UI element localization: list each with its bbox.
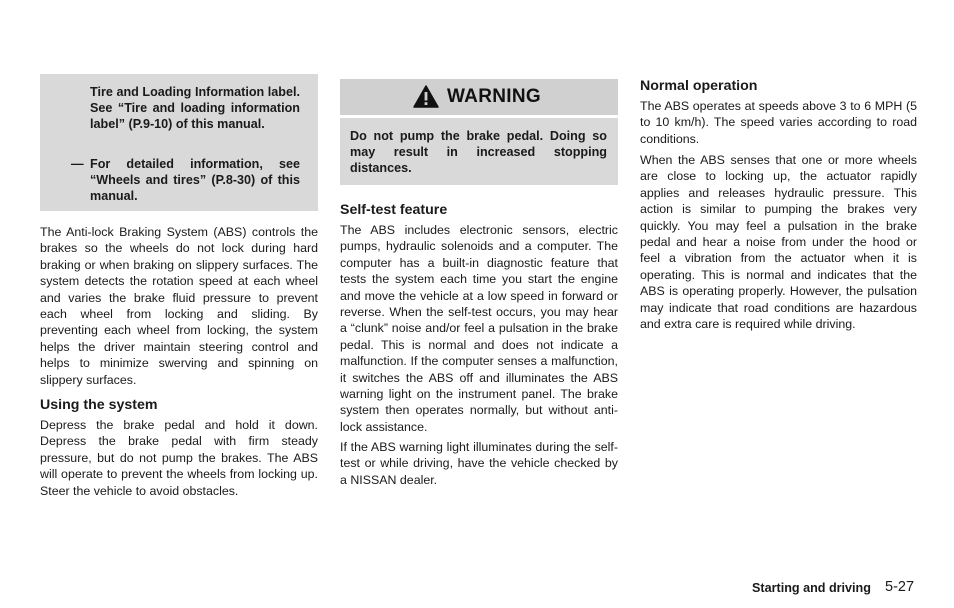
note-dash: —: [71, 157, 84, 171]
note-item-wheels-tires: For detailed information, see “Wheels and tires” (P.8-30) of this manual.: [90, 157, 300, 203]
warning-title: WARNING: [447, 86, 541, 107]
self-test-paragraph-1: The ABS includes electronic sensors, electric pumps, hydraulic solenoids and a computer. The computer has a built-in diagnostic feature that tests the system each time you start the engine and move the vehicle at a low speed in forward or reverse. When the self-test occurs, you may hear a “clunk” noise and/or feel a pulsation in the brake pedal. This is normal and does not indicate a malfunction. If the computer senses a malfunction, it switches the ABS off and illuminates the ABS warning light on the instrument panel. The brake system then operates normally, but without anti-lock assistance.: [340, 223, 618, 434]
footer-section-title: Starting and driving: [752, 581, 871, 595]
normal-operation-paragraph-2: When the ABS senses that one or more wheels are close to locking up, the actuator rapidly applies and releases hydraulic pressure. This action is similar to pumping the brakes very quickly. You may feel a pulsation in the brake pedal and hear a noise from under the hood or feel a vibration from the actuator when it is operating. This is normal and indicates that the ABS is operating properly. However, the pulsation may indicate that road conditions are hazardous and extra care is required while driving.: [640, 153, 917, 332]
abs-intro-paragraph: The Anti-lock Braking System (ABS) controls the brakes so the wheels do not lock during hard braking or when braking on slippery surfaces. The system detects the rotation speed at each wheel and varies the brake fluid pressure to prevent each wheel from locking and sliding. By preventing each wheel from locking, the system helps the driver maintain steering control and helps to minimize swerving and spinning on slippery surfaces.: [40, 225, 318, 387]
warning-triangle-icon: [413, 85, 439, 108]
self-test-paragraph-2: If the ABS warning light illuminates during the self-test or while driving, have the vehicle checked by a NISSAN dealer.: [340, 440, 618, 487]
note-item-tire-label: Tire and Loading Information label. See “Tire and loading information label” (P.9-10) of this manual.: [90, 85, 300, 131]
warning-body: [340, 118, 618, 185]
warning-header: [340, 79, 618, 115]
page-number: 5-27: [885, 579, 915, 595]
normal-operation-paragraph-1: The ABS operates at speeds above 3 to 6 MPH (5 to 10 km/h). The speed varies according to road conditions.: [640, 99, 917, 146]
using-system-heading: Using the system: [40, 397, 158, 413]
normal-operation-heading: Normal operation: [640, 78, 758, 94]
note-box: [40, 74, 318, 211]
self-test-heading: Self-test feature: [340, 202, 448, 218]
using-system-paragraph: Depress the brake pedal and hold it down. Depress the brake pedal with firm steady pressure, but do not pump the brakes. The ABS will operate to prevent the wheels from locking up. Steer the vehicle to avoid obstacles.: [40, 418, 318, 498]
warning-text: Do not pump the brake pedal. Doing so may result in increased stopping distances.: [350, 129, 607, 175]
